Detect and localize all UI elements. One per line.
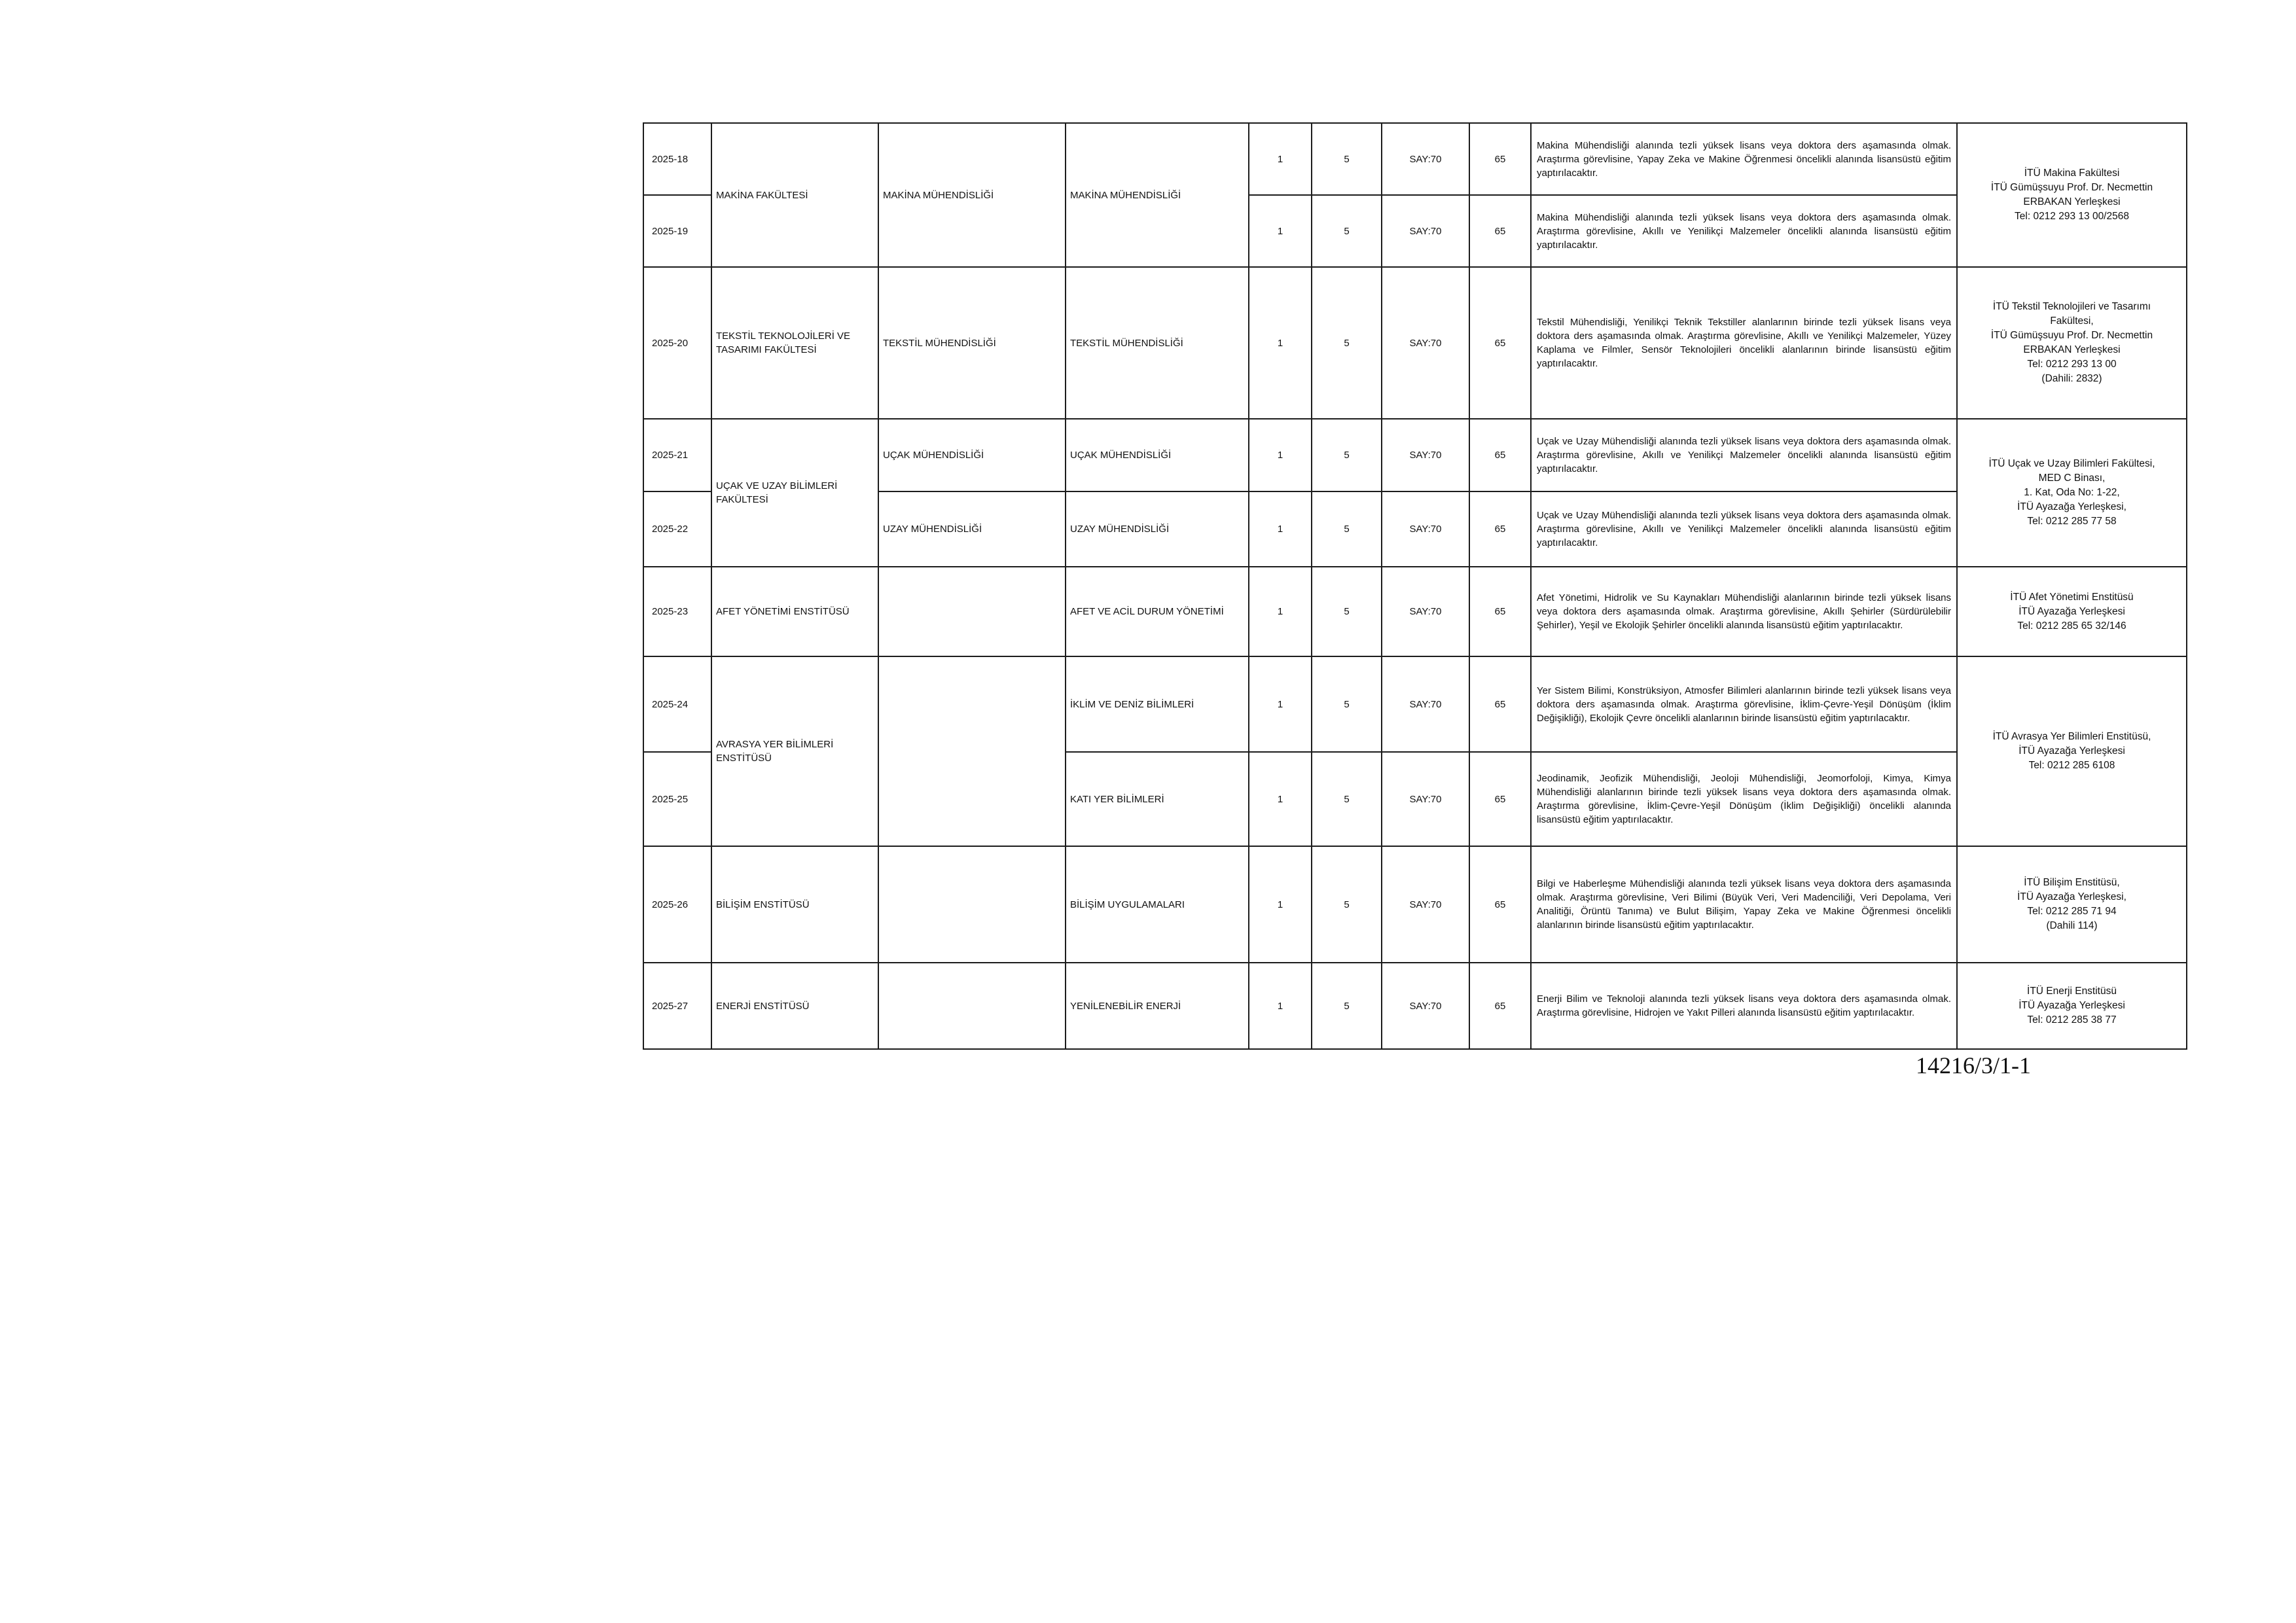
quota-cell: 1	[1249, 846, 1312, 963]
contact-cell	[1957, 567, 2187, 656]
contact-line: İTÜ Gümüşsuyu Prof. Dr. Necmettin	[1990, 182, 2153, 193]
contact-line: İTÜ Bilişim Enstitüsü,	[2024, 877, 2120, 888]
years-cell: 5	[1312, 195, 1382, 267]
position-code: 2025-24	[643, 656, 711, 752]
position-code: 2025-22	[643, 491, 711, 567]
ales-cell: 65	[1469, 123, 1531, 195]
description-cell: Tekstil Mühendisliği, Yenilikçi Teknik Tekstiller alanlarının birinde tezli yüksek lisans veya doktora ders aşamasında olmak. Araştırma görevlisine, Akıllı ve Yenilikçi Malzemeler, Yüzey Kaplama ve Filmler, Sensör Teknolojileri öncelikli alanlarının birinde lisansüstü eğitim yaptırılacaktır.	[1531, 267, 1957, 419]
program-cell: KATI YER BİLİMLERİ	[1066, 752, 1249, 846]
years-cell: 5	[1312, 123, 1382, 195]
score-cell: SAY:70	[1382, 419, 1469, 491]
contact-line: İTÜ Makina Fakültesi	[2024, 168, 2120, 179]
faculty-cell: BİLİŞİM ENSTİTÜSÜ	[711, 846, 878, 963]
contact-line: İTÜ Ayazağa Yerleşkesi	[2018, 1000, 2125, 1011]
description-cell: Enerji Bilim ve Teknoloji alanında tezli yüksek lisans veya doktora ders aşamasında olmak. Araştırma görevlisine, Hidrojen ve Yakıt Pilleri alanında lisansüstü eğitim yaptırılacaktır.	[1531, 963, 1957, 1049]
department-cell	[878, 567, 1066, 656]
faculty-cell: TEKSTİL TEKNOLOJİLERİ VE TASARIMI FAKÜLTESİ	[711, 267, 878, 419]
quota-cell: 1	[1249, 752, 1312, 846]
contact-line: Tel: 0212 285 71 94	[2027, 906, 2117, 917]
quota-cell: 1	[1249, 491, 1312, 567]
quota-cell: 1	[1249, 123, 1312, 195]
contact-line: 1. Kat, Oda No: 1-22,	[2024, 487, 2120, 498]
years-cell: 5	[1312, 491, 1382, 567]
description-cell: Makina Mühendisliği alanında tezli yüksek lisans veya doktora ders aşamasında olmak. Araştırma görevlisine, Akıllı ve Yenilikçi Malzemeler öncelikli alanında lisansüstü eğitim yaptırılacaktır.	[1531, 195, 1957, 267]
quota-cell: 1	[1249, 656, 1312, 752]
score-cell: SAY:70	[1382, 195, 1469, 267]
contact-line: Tel: 0212 285 6108	[2028, 760, 2115, 771]
score-cell: SAY:70	[1382, 846, 1469, 963]
position-code: 2025-25	[643, 752, 711, 846]
contact-line: İTÜ Ayazağa Yerleşkesi	[2018, 605, 2125, 617]
program-cell: UÇAK MÜHENDİSLİĞİ	[1066, 419, 1249, 491]
faculty-cell: UÇAK VE UZAY BİLİMLERİ FAKÜLTESİ	[711, 419, 878, 567]
contact-line: İTÜ Afet Yönetimi Enstitüsü	[2010, 591, 2134, 603]
program-cell: UZAY MÜHENDİSLİĞİ	[1066, 491, 1249, 567]
department-cell	[878, 656, 1066, 846]
contact-line: İTÜ Uçak ve Uzay Bilimleri Fakültesi,	[1988, 458, 2155, 469]
years-cell: 5	[1312, 963, 1382, 1049]
contact-line: Fakültesi,	[2050, 315, 2094, 327]
years-cell: 5	[1312, 567, 1382, 656]
contact-line: (Dahili: 2832)	[2041, 373, 2102, 384]
score-cell: SAY:70	[1382, 656, 1469, 752]
contact-line: Tel: 0212 285 77 58	[2027, 516, 2117, 527]
contact-line: MED C Binası,	[2038, 473, 2106, 484]
position-code: 2025-19	[643, 195, 711, 267]
description-cell: Afet Yönetimi, Hidrolik ve Su Kaynakları Mühendisliği alanlarının birinde tezli yüksek lisans veya doktora ders aşamasında olmak. Araştırma görevlisine, Akıllı Şehirler (Sürdürülebilir Şehirler), Yeşil ve Ekolojik Şehirler öncelikli alanında lisansüstü eğitim yaptırılacaktır.	[1531, 567, 1957, 656]
ales-cell: 65	[1469, 267, 1531, 419]
contact-line: ERBAKAN Yerleşkesi	[2023, 344, 2121, 355]
description-cell: Bilgi ve Haberleşme Mühendisliği alanında tezli yüksek lisans veya doktora ders aşamasında olmak. Araştırma görevlisine, Veri Bilimi (Büyük Veri, Veri Madenciliği, Veri Depolama, Veri Analitiği, Örüntü Tanıma) ve Bulut Bilişim, Yapay Zeka ve Makine Öğrenmesi öncelikli alanlarının birinde lisansüstü eğitim yaptırılacaktır.	[1531, 846, 1957, 963]
score-cell: SAY:70	[1382, 123, 1469, 195]
program-cell: MAKİNA MÜHENDİSLİĞİ	[1066, 123, 1249, 267]
score-cell: SAY:70	[1382, 491, 1469, 567]
quota-cell: 1	[1249, 963, 1312, 1049]
table-row	[643, 567, 2187, 656]
table-row	[643, 846, 2187, 963]
position-code: 2025-18	[643, 123, 711, 195]
ales-cell: 65	[1469, 846, 1531, 963]
department-cell	[878, 963, 1066, 1049]
department-cell: UZAY MÜHENDİSLİĞİ	[878, 491, 1066, 567]
years-cell: 5	[1312, 267, 1382, 419]
contact-cell	[1957, 419, 2187, 567]
ales-cell: 65	[1469, 567, 1531, 656]
contact-line: Tel: 0212 285 38 77	[2027, 1014, 2117, 1026]
program-cell: AFET VE ACİL DURUM YÖNETİMİ	[1066, 567, 1249, 656]
faculty-cell: ENERJİ ENSTİTÜSÜ	[711, 963, 878, 1049]
position-code: 2025-27	[643, 963, 711, 1049]
table-row	[643, 267, 2187, 419]
faculty-cell: AVRASYA YER BİLİMLERİ ENSTİTÜSÜ	[711, 656, 878, 846]
table-row	[643, 656, 2187, 752]
quota-cell: 1	[1249, 567, 1312, 656]
ales-cell: 65	[1469, 963, 1531, 1049]
department-cell: TEKSTİL MÜHENDİSLİĞİ	[878, 267, 1066, 419]
contact-cell	[1957, 656, 2187, 846]
ales-cell: 65	[1469, 195, 1531, 267]
ales-cell: 65	[1469, 419, 1531, 491]
department-cell: MAKİNA MÜHENDİSLİĞİ	[878, 123, 1066, 267]
quota-cell: 1	[1249, 419, 1312, 491]
document-reference: 14216/3/1-1	[1916, 1052, 2031, 1079]
department-cell: UÇAK MÜHENDİSLİĞİ	[878, 419, 1066, 491]
program-cell: BİLİŞİM UYGULAMALARI	[1066, 846, 1249, 963]
years-cell: 5	[1312, 752, 1382, 846]
position-code: 2025-26	[643, 846, 711, 963]
contact-line: ERBAKAN Yerleşkesi	[2023, 196, 2121, 207]
description-cell: Uçak ve Uzay Mühendisliği alanında tezli yüksek lisans veya doktora ders aşamasında olmak. Araştırma görevlisine, Akıllı ve Yenilikçi Malzemeler öncelikli alanında lisansüstü eğitim yaptırılacaktır.	[1531, 491, 1957, 567]
position-code: 2025-21	[643, 419, 711, 491]
description-cell: Makina Mühendisliği alanında tezli yüksek lisans veya doktora ders aşamasında olmak. Araştırma görevlisine, Yapay Zeka ve Makine Öğrenmesi öncelikli alanında lisansüstü eğitim yaptırılacaktır.	[1531, 123, 1957, 195]
score-cell: SAY:70	[1382, 963, 1469, 1049]
program-cell: TEKSTİL MÜHENDİSLİĞİ	[1066, 267, 1249, 419]
contact-line: Tel: 0212 285 65 32/146	[2017, 620, 2126, 632]
years-cell: 5	[1312, 846, 1382, 963]
score-cell: SAY:70	[1382, 267, 1469, 419]
contact-cell	[1957, 267, 2187, 419]
table-row	[643, 963, 2187, 1049]
program-cell: İKLİM VE DENİZ BİLİMLERİ	[1066, 656, 1249, 752]
description-cell: Jeodinamik, Jeofizik Mühendisliği, Jeoloji Mühendisliği, Jeomorfoloji, Kimya, Kimya Mühendisliği alanlarının birinde tezli yüksek lisans veya doktora ders aşamasında olmak. Araştırma görevlisine, İklim-Çevre-Yeşil Dönüşüm (İklim Değişikliği) öncelikli alanında lisansüstü eğitim yaptırılacaktır.	[1531, 752, 1957, 846]
contact-line: İTÜ Ayazağa Yerleşkesi	[2018, 745, 2125, 757]
faculty-cell: AFET YÖNETİMİ ENSTİTÜSÜ	[711, 567, 878, 656]
contact-line: İTÜ Enerji Enstitüsü	[2027, 986, 2117, 997]
contact-line: İTÜ Avrasya Yer Bilimleri Enstitüsü,	[1992, 731, 2151, 742]
ales-cell: 65	[1469, 491, 1531, 567]
positions-table	[643, 122, 2187, 1050]
position-code: 2025-20	[643, 267, 711, 419]
department-cell	[878, 846, 1066, 963]
contact-line: İTÜ Ayazağa Yerleşkesi,	[2017, 891, 2126, 902]
position-code: 2025-23	[643, 567, 711, 656]
ales-cell: 65	[1469, 752, 1531, 846]
faculty-cell: MAKİNA FAKÜLTESİ	[711, 123, 878, 267]
description-cell: Uçak ve Uzay Mühendisliği alanında tezli yüksek lisans veya doktora ders aşamasında olmak. Araştırma görevlisine, Akıllı ve Yenilikçi Malzemeler öncelikli alanında lisansüstü eğitim yaptırılacaktır.	[1531, 419, 1957, 491]
contact-line: Tel: 0212 293 13 00/2568	[2015, 211, 2129, 222]
contact-cell	[1957, 123, 2187, 267]
contact-cell	[1957, 846, 2187, 963]
ales-cell: 65	[1469, 656, 1531, 752]
program-cell: YENİLENEBİLİR ENERJİ	[1066, 963, 1249, 1049]
score-cell: SAY:70	[1382, 567, 1469, 656]
years-cell: 5	[1312, 419, 1382, 491]
contact-line: İTÜ Ayazağa Yerleşkesi,	[2017, 501, 2126, 512]
table-row	[643, 419, 2187, 491]
table-row	[643, 123, 2187, 195]
quota-cell: 1	[1249, 267, 1312, 419]
description-cell: Yer Sistem Bilimi, Konstrüksiyon, Atmosfer Bilimleri alanlarının birinde tezli yüksek lisans veya doktora ders aşamasında olmak. Araştırma görevlisine, İklim-Çevre-Yeşil Dönüşüm (İklim Değişikliği), Ekolojik Çevre öncelikli alanlarının birinde lisansüstü eğitim yaptırılacaktır.	[1531, 656, 1957, 752]
quota-cell: 1	[1249, 195, 1312, 267]
contact-cell	[1957, 963, 2187, 1049]
score-cell: SAY:70	[1382, 752, 1469, 846]
contact-line: Tel: 0212 293 13 00	[2027, 359, 2117, 370]
contact-line: İTÜ Tekstil Teknolojileri ve Tasarımı	[1992, 301, 2151, 312]
contact-line: İTÜ Gümüşsuyu Prof. Dr. Necmettin	[1990, 330, 2153, 341]
years-cell: 5	[1312, 656, 1382, 752]
contact-line: (Dahili 114)	[2046, 920, 2098, 931]
